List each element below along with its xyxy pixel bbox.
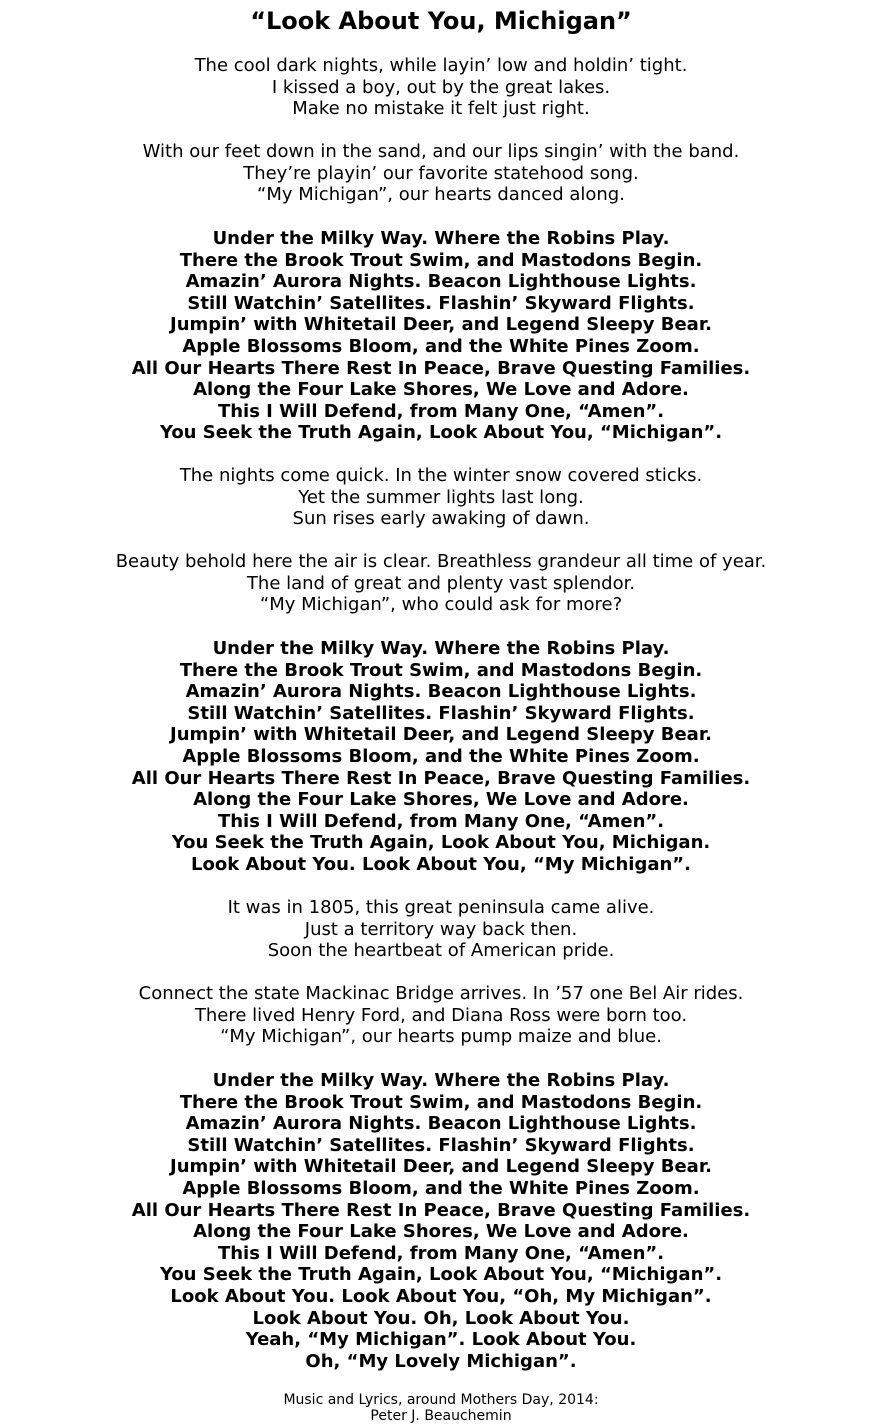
- chorus-line: Jumpin’ with Whitetail Deer, and Legend Sleepy Bear.: [170, 314, 712, 336]
- chorus-line: Apple Blossoms Bloom, and the White Pines Zoom.: [182, 1177, 700, 1199]
- chorus-line: Under the Milky Way. Where the Robins Play.: [212, 638, 670, 659]
- chorus-line: Along the Four Lake Shores, We Love and Adore.: [193, 789, 689, 811]
- chorus-line: There the Brook Trout Swim, and Mastodons Begin.: [179, 249, 703, 271]
- lyric-line: Yet the summer lights last long.: [298, 486, 584, 508]
- lyric-line: The cool dark nights, while layin’ low and holdin’ tight.: [194, 55, 688, 76]
- lyric-line: Soon the heartbeat of American pride.: [267, 940, 615, 962]
- chorus-line: Amazin’ Aurora Nights. Beacon Lighthouse Lights.: [185, 271, 697, 293]
- chorus-line: Still Watchin’ Satellites. Flashin’ Skyward Flights.: [187, 702, 695, 724]
- chorus-line: Still Watchin’ Satellites. Flashin’ Skyward Flights.: [187, 1134, 695, 1156]
- author-name: Peter J. Beauchemin: [370, 1408, 512, 1424]
- chorus-line: Jumpin’ with Whitetail Deer, and Legend Sleepy Bear.: [170, 1156, 712, 1178]
- chorus-line: All Our Hearts There Rest In Peace, Brave Questing Families.: [131, 767, 751, 789]
- chorus-line: This I Will Defend, from Many One, “Amen”.: [217, 400, 665, 422]
- verse-4: [0, 551, 882, 616]
- chorus-line: There the Brook Trout Swim, and Mastodons Begin.: [179, 1091, 703, 1113]
- chorus-line: Apple Blossoms Bloom, and the White Pines Zoom.: [182, 745, 700, 767]
- chorus-line: Along the Four Lake Shores, We Love and Adore.: [193, 1221, 689, 1243]
- chorus-line: Look About You. Oh, Look About You.: [252, 1307, 630, 1329]
- verse-1: [0, 55, 882, 120]
- lyric-line: There lived Henry Ford, and Diana Ross were born too.: [194, 1004, 688, 1026]
- chorus-line: Along the Four Lake Shores, We Love and Adore.: [193, 379, 689, 401]
- verse-5: [0, 897, 882, 962]
- chorus-2: [0, 638, 882, 876]
- chorus-line: Look About You. Look About You, “My Michigan”.: [191, 853, 691, 875]
- verse-6: [0, 983, 882, 1048]
- chorus-line: You Seek the Truth Again, Look About You, Michigan.: [171, 832, 711, 854]
- chorus-line: Yeah, “My Michigan”. Look About You.: [245, 1329, 637, 1351]
- lyric-line: Connect the state Mackinac Bridge arrives. In ’57 one Bel Air rides.: [138, 983, 744, 1004]
- song-title: “Look About You, Michigan”: [250, 7, 632, 35]
- chorus-line: Apple Blossoms Bloom, and the White Pines Zoom.: [182, 335, 700, 357]
- lyric-line: I kissed a boy, out by the great lakes.: [271, 76, 611, 98]
- lyric-line: “My Michigan”, our hearts pump maize and blue.: [220, 1026, 662, 1048]
- credits-line: Music and Lyrics, around Mothers Day, 2014:: [283, 1392, 599, 1408]
- chorus-line: Look About You. Look About You, “Oh, My Michigan”.: [170, 1285, 712, 1307]
- lyric-line: Just a territory way back then.: [304, 918, 578, 940]
- chorus-line: You Seek the Truth Again, Look About You, “Michigan”.: [159, 1264, 723, 1286]
- chorus-line: Still Watchin’ Satellites. Flashin’ Skyward Flights.: [187, 292, 695, 314]
- lyric-line: Sun rises early awaking of dawn.: [292, 508, 590, 530]
- chorus-line: This I Will Defend, from Many One, “Amen”.: [217, 1242, 665, 1264]
- verse-2: [0, 141, 882, 206]
- lyric-line: Beauty behold here the air is clear. Breathless grandeur all time of year.: [115, 551, 767, 572]
- chorus-line: Amazin’ Aurora Nights. Beacon Lighthouse Lights.: [185, 1113, 697, 1135]
- lyric-line: They’re playin’ our favorite statehood song.: [243, 162, 639, 184]
- chorus-line: You Seek the Truth Again, Look About You, “Michigan”.: [159, 422, 723, 444]
- lyric-line: The land of great and plenty vast splendor.: [246, 572, 636, 594]
- chorus-line: This I Will Defend, from Many One, “Amen”.: [217, 810, 665, 832]
- lyric-line: With our feet down in the sand, and our lips singin’ with the band.: [142, 141, 740, 162]
- chorus-line: There the Brook Trout Swim, and Mastodons Begin.: [179, 659, 703, 681]
- chorus-line: Amazin’ Aurora Nights. Beacon Lighthouse Lights.: [185, 681, 697, 703]
- chorus-line: Under the Milky Way. Where the Robins Play.: [212, 228, 670, 249]
- lyric-line: Make no mistake it felt just right.: [292, 98, 590, 120]
- lyric-line: “My Michigan”, who could ask for more?: [259, 594, 623, 616]
- verse-3: [0, 465, 882, 530]
- chorus-line: Jumpin’ with Whitetail Deer, and Legend Sleepy Bear.: [170, 724, 712, 746]
- lyric-line: The nights come quick. In the winter snow covered sticks.: [179, 465, 703, 486]
- lyric-line: “My Michigan”, our hearts danced along.: [257, 184, 625, 206]
- chorus-3: [0, 1070, 882, 1372]
- chorus-line: All Our Hearts There Rest In Peace, Brave Questing Families.: [131, 357, 751, 379]
- credits: [0, 1392, 882, 1424]
- chorus-1: [0, 228, 882, 444]
- chorus-line: Under the Milky Way. Where the Robins Play.: [212, 1070, 670, 1091]
- lyric-line: It was in 1805, this great peninsula came alive.: [227, 897, 655, 918]
- chorus-line: All Our Hearts There Rest In Peace, Brave Questing Families.: [131, 1199, 751, 1221]
- chorus-line: Oh, “My Lovely Michigan”.: [305, 1350, 577, 1372]
